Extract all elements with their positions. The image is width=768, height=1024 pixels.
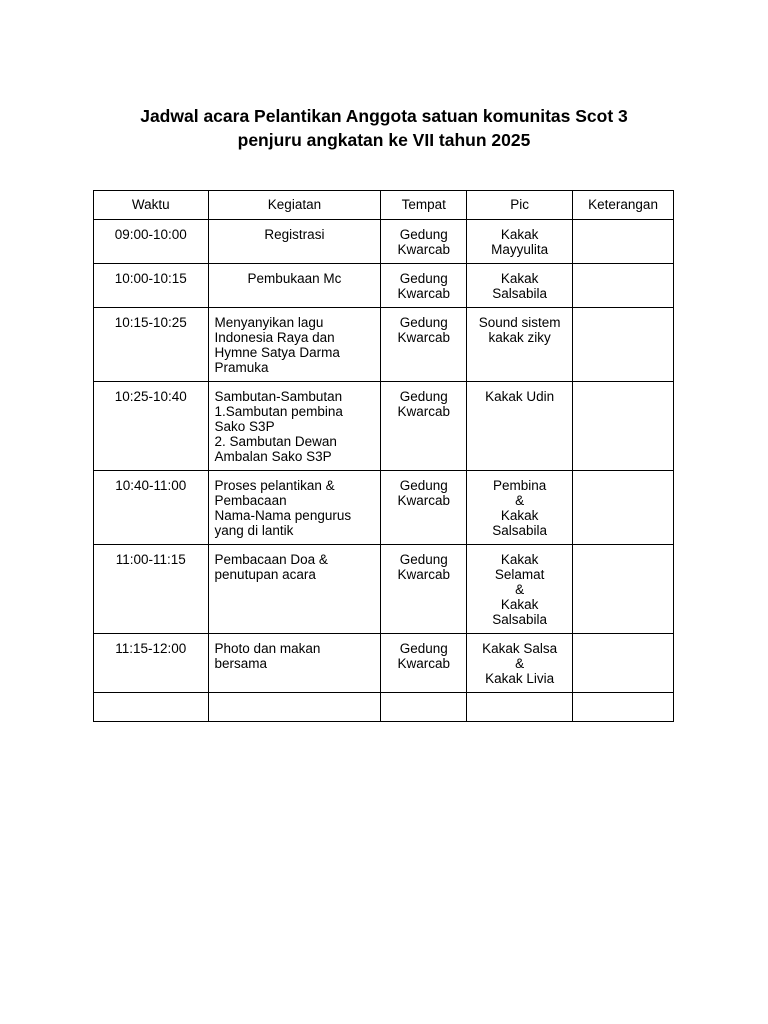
pic-line: Kakak Salsa: [482, 641, 558, 656]
kegiatan-line: bersama: [214, 656, 268, 671]
cell-keterangan: [573, 471, 674, 545]
cell-keterangan: [573, 693, 674, 722]
pic-line: Sound sistem: [478, 315, 561, 330]
title-line-1: Jadwal acara Pelantikan Anggota satuan komunitas Scot 3: [140, 106, 628, 126]
kegiatan-line: Ambalan Sako S3P: [214, 449, 332, 464]
cell-keterangan: [573, 545, 674, 634]
table-row: [94, 471, 674, 545]
header-tempat: Tempat: [381, 191, 467, 220]
header-waktu: Waktu: [94, 191, 209, 220]
tempat-line: Gedung: [399, 641, 448, 656]
kegiatan-line: Pembacaan Doa &: [214, 552, 328, 567]
cell-tempat: [381, 545, 467, 634]
pic-line: &: [515, 656, 525, 671]
cell-kegiatan: [208, 382, 381, 471]
kegiatan-line: 1.Sambutan pembina: [214, 404, 343, 419]
cell-kegiatan: [208, 264, 381, 308]
tempat-line: Gedung: [399, 552, 448, 567]
schedule-body: [94, 220, 674, 722]
pic-line: Kakak: [500, 552, 539, 567]
cell-pic: [467, 634, 573, 693]
pic-line: Kakak: [500, 597, 539, 612]
cell-tempat: [381, 634, 467, 693]
cell-kegiatan: [208, 308, 381, 382]
cell-pic: [467, 308, 573, 382]
cell-pic: [467, 264, 573, 308]
table-row: [94, 545, 674, 634]
kegiatan-line: Hymne Satya Darma: [214, 345, 340, 360]
tempat-line: Kwarcab: [397, 286, 451, 301]
table-row: [94, 220, 674, 264]
cell-waktu: 11:00-11:15: [94, 545, 209, 634]
cell-waktu: 09:00-10:00: [94, 220, 209, 264]
pic-line: Kakak Livia: [485, 671, 555, 686]
schedule-table: [93, 190, 674, 722]
cell-waktu: 10:15-10:25: [94, 308, 209, 382]
tempat-line: Kwarcab: [397, 404, 451, 419]
tempat-line: Gedung: [399, 389, 448, 404]
pic-line: Kakak: [500, 508, 539, 523]
cell-waktu: 10:25-10:40: [94, 382, 209, 471]
cell-keterangan: [573, 220, 674, 264]
cell-kegiatan: [208, 693, 381, 722]
header-keterangan: Keterangan: [573, 191, 674, 220]
kegiatan-line: penutupan acara: [214, 567, 316, 582]
cell-kegiatan: [208, 634, 381, 693]
cell-waktu: 10:40-11:00: [94, 471, 209, 545]
cell-pic: [467, 545, 573, 634]
cell-pic: [467, 693, 573, 722]
document-title: [0, 104, 768, 152]
kegiatan-line: yang di lantik: [214, 523, 294, 538]
cell-waktu: 11:15-12:00: [94, 634, 209, 693]
tempat-line: Kwarcab: [397, 656, 451, 671]
kegiatan-line: Photo dan makan: [214, 641, 321, 656]
pic-line: Kakak Udin: [485, 389, 555, 404]
cell-waktu: [94, 693, 209, 722]
table-row: [94, 308, 674, 382]
cell-tempat: [381, 471, 467, 545]
cell-pic: [467, 471, 573, 545]
table-row: [94, 634, 674, 693]
kegiatan-line: Sambutan-Sambutan: [214, 389, 343, 404]
cell-tempat: [381, 382, 467, 471]
cell-kegiatan: [208, 220, 381, 264]
pic-line: Selamat: [494, 567, 545, 582]
cell-waktu: 10:00-10:15: [94, 264, 209, 308]
pic-line: &: [515, 582, 525, 597]
cell-keterangan: [573, 308, 674, 382]
kegiatan-line: Registrasi: [264, 227, 325, 242]
cell-tempat: [381, 308, 467, 382]
tempat-line: Kwarcab: [397, 567, 451, 582]
title-line-2: penjuru angkatan ke VII tahun 2025: [237, 130, 531, 150]
kegiatan-line: 2. Sambutan Dewan: [214, 434, 337, 449]
cell-pic: [467, 220, 573, 264]
tempat-line: Kwarcab: [397, 242, 451, 257]
tempat-line: Kwarcab: [397, 493, 451, 508]
pic-line: Salsabila: [492, 523, 548, 538]
cell-kegiatan: [208, 545, 381, 634]
cell-tempat: [381, 693, 467, 722]
pic-line: Mayyulita: [491, 242, 549, 257]
pic-line: Salsabila: [492, 286, 548, 301]
pic-line: Pembina: [493, 478, 547, 493]
cell-keterangan: [573, 264, 674, 308]
tempat-line: Kwarcab: [397, 330, 451, 345]
table-row: [94, 693, 674, 722]
pic-line: kakak ziky: [488, 330, 551, 345]
tempat-line: Gedung: [399, 227, 448, 242]
kegiatan-line: Pembacaan: [214, 493, 287, 508]
table-row: [94, 264, 674, 308]
kegiatan-line: Pramuka: [214, 360, 269, 375]
kegiatan-line: Pembukaan Mc: [247, 271, 342, 286]
tempat-line: Gedung: [399, 315, 448, 330]
cell-kegiatan: [208, 471, 381, 545]
pic-line: Kakak: [500, 227, 539, 242]
cell-tempat: [381, 264, 467, 308]
cell-pic: [467, 382, 573, 471]
kegiatan-line: Nama-Nama pengurus: [214, 508, 352, 523]
tempat-line: Gedung: [399, 478, 448, 493]
cell-keterangan: [573, 382, 674, 471]
table-row: [94, 382, 674, 471]
header-kegiatan: Kegiatan: [208, 191, 381, 220]
pic-line: Kakak: [500, 271, 539, 286]
header-row: [94, 191, 674, 220]
pic-line: Salsabila: [492, 612, 548, 627]
pic-line: &: [515, 493, 525, 508]
tempat-line: Gedung: [399, 271, 448, 286]
cell-tempat: [381, 220, 467, 264]
kegiatan-line: Proses pelantikan &: [214, 478, 335, 493]
header-pic: Pic: [467, 191, 573, 220]
kegiatan-line: Sako S3P: [214, 419, 275, 434]
cell-keterangan: [573, 634, 674, 693]
kegiatan-line: Menyanyikan lagu: [214, 315, 324, 330]
kegiatan-line: Indonesia Raya dan: [214, 330, 335, 345]
